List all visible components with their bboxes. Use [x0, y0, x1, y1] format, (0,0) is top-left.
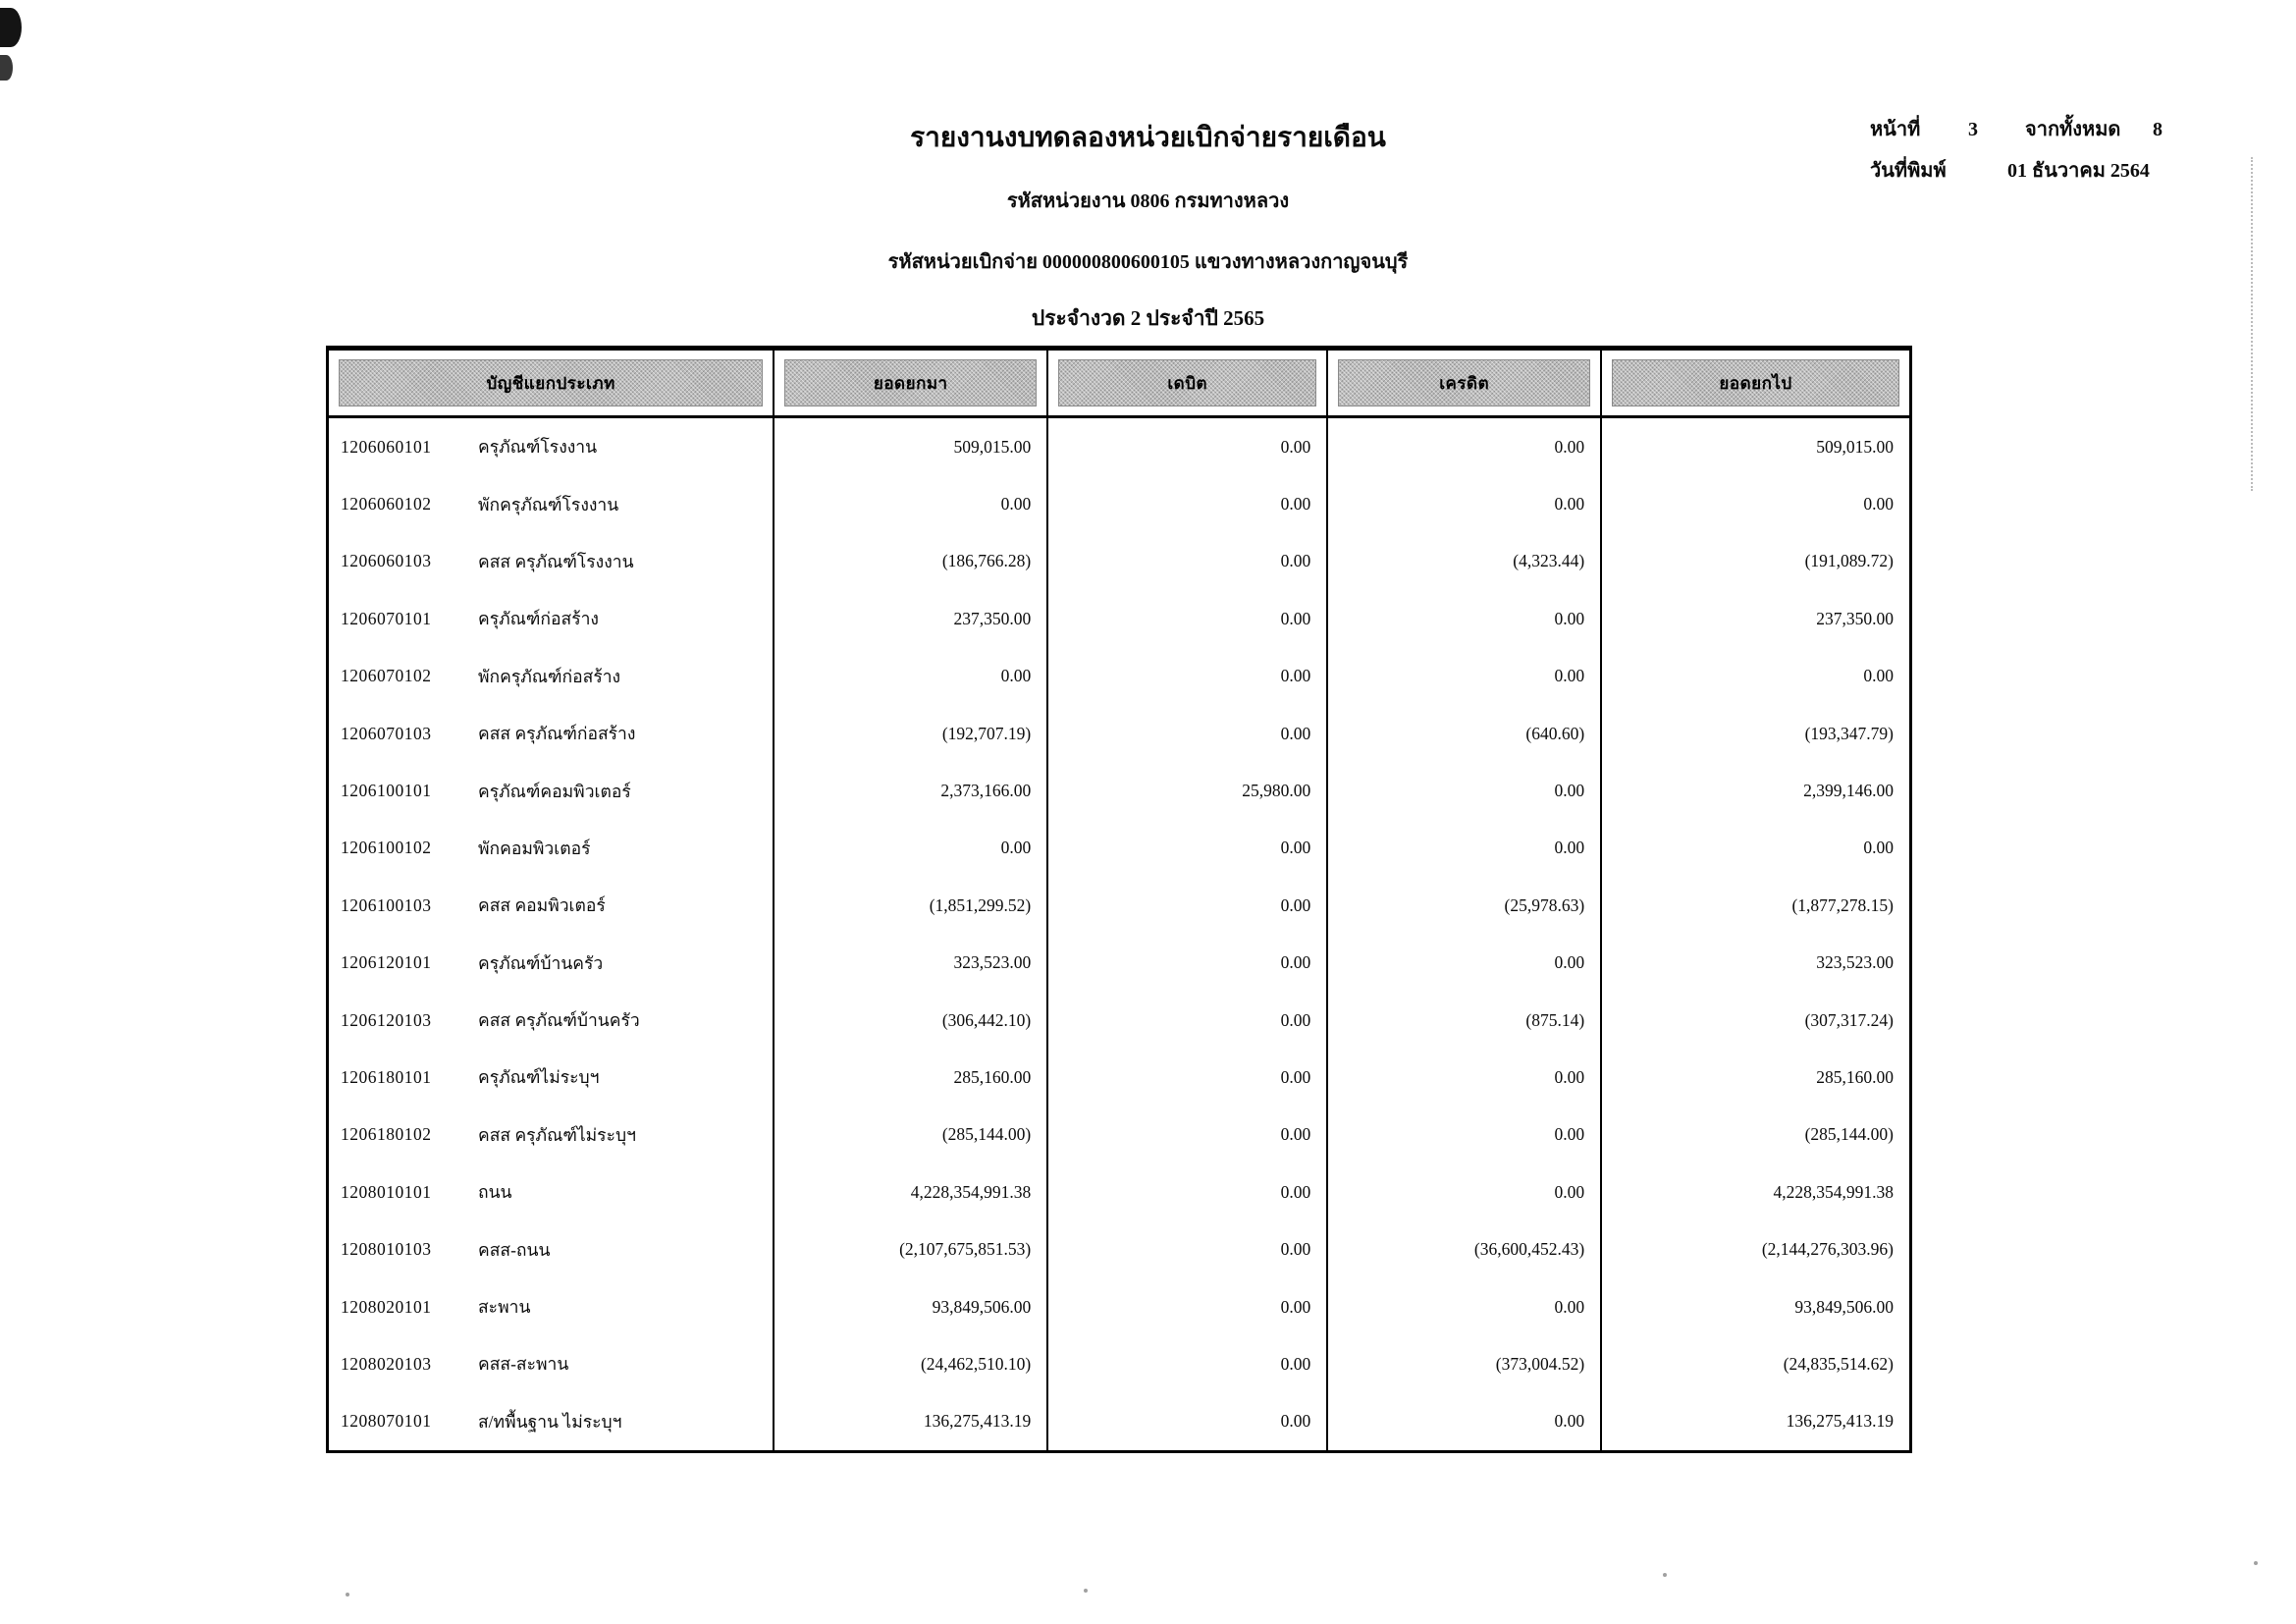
- credit-amount: 0.00: [1328, 1393, 1602, 1450]
- account-code: 1208020103: [341, 1353, 432, 1374]
- brought-forward-amount: 237,350.00: [774, 590, 1048, 647]
- brought-forward-amount: 0.00: [774, 475, 1048, 532]
- credit-amount: 0.00: [1328, 418, 1602, 475]
- account-name: คสส-สะพาน: [478, 1354, 569, 1375]
- debit-amount: 0.00: [1048, 475, 1328, 532]
- table-row: [329, 705, 1909, 762]
- table-row: [329, 533, 1909, 590]
- table-row: [329, 1393, 1909, 1450]
- credit-amount: (36,600,452.43): [1328, 1220, 1602, 1277]
- brought-forward-amount: 323,523.00: [774, 935, 1048, 992]
- brought-forward-amount: (285,144.00): [774, 1107, 1048, 1164]
- account-cell: [329, 1164, 774, 1220]
- account-cell: [329, 820, 774, 877]
- debit-amount: 0.00: [1048, 992, 1328, 1049]
- account-code: 1206060102: [341, 494, 432, 514]
- agency-code-line: รหัสหน่วยงาน 0806 กรมทางหลวง: [1006, 190, 1290, 212]
- account-name: ครุภัณฑ์โรงงาน: [478, 437, 598, 458]
- account-cell: [329, 648, 774, 705]
- account-name: คสส ครุภัณฑ์โรงงาน: [478, 551, 634, 571]
- disbursement-code-line: รหัสหน่วยเบิกจ่าย 000000800600105 แขวงทางหลวงกาญจนบุรี: [887, 251, 1409, 273]
- account-cell: [329, 935, 774, 992]
- brought-forward-amount: (2,107,675,851.53): [774, 1220, 1048, 1277]
- account-name: ครุภัณฑ์คอมพิวเตอร์: [478, 781, 631, 801]
- credit-amount: (875.14): [1328, 992, 1602, 1049]
- account-name: คสส-ถนน: [478, 1239, 551, 1260]
- carried-forward-amount: (1,877,278.15): [1791, 894, 1894, 915]
- brought-forward-amount: 509,015.00: [774, 418, 1048, 475]
- brought-forward-amount: 2,373,166.00: [774, 762, 1048, 819]
- account-code: 1206060101: [341, 436, 432, 457]
- account-code: 1206070101: [341, 608, 432, 628]
- brought-forward-amount: (186,766.28): [774, 533, 1048, 590]
- account-cell: [329, 1335, 774, 1392]
- table-header-row: [329, 351, 1909, 418]
- brought-forward-amount: (192,707.19): [774, 705, 1048, 762]
- table-row: [329, 1049, 1909, 1106]
- scan-artifact: [0, 8, 22, 47]
- debit-amount: 0.00: [1048, 1049, 1328, 1106]
- carried-forward-amount: 0.00: [1863, 494, 1894, 514]
- debit-amount: 0.00: [1048, 877, 1328, 934]
- debit-amount: 0.00: [1048, 648, 1328, 705]
- credit-amount: 0.00: [1328, 1164, 1602, 1220]
- account-name: คสส คอมพิวเตอร์: [478, 895, 606, 916]
- table-row: [329, 1164, 1909, 1220]
- header-label-debit: เดบิต: [1058, 359, 1316, 406]
- account-name: สะพาน: [478, 1297, 531, 1318]
- account-cell: [329, 1107, 774, 1164]
- report-titles: [0, 116, 2296, 335]
- credit-amount: 0.00: [1328, 648, 1602, 705]
- table-row: [329, 935, 1909, 992]
- table-row: [329, 1107, 1909, 1164]
- brought-forward-amount: 285,160.00: [774, 1049, 1048, 1106]
- account-cell: [329, 877, 774, 934]
- header-cell-carried-forward: [1602, 351, 1909, 415]
- header-label-carried-forward: ยอดยกไป: [1612, 359, 1899, 406]
- debit-amount: 0.00: [1048, 590, 1328, 647]
- account-name: ถนน: [478, 1182, 512, 1203]
- account-name: คสส ครุภัณฑ์ก่อสร้าง: [478, 724, 636, 744]
- page-number: 3: [1968, 119, 1978, 140]
- carried-forward-amount: (191,089.72): [1804, 551, 1894, 571]
- account-name: คสส ครุภัณฑ์บ้านครัว: [478, 1010, 640, 1031]
- account-name: พักครุภัณฑ์ก่อสร้าง: [478, 666, 621, 686]
- debit-amount: 0.00: [1048, 935, 1328, 992]
- account-name: พักครุภัณฑ์โรงงาน: [478, 494, 619, 514]
- credit-amount: (640.60): [1328, 705, 1602, 762]
- brought-forward-amount: 136,275,413.19: [774, 1393, 1048, 1450]
- debit-amount: 0.00: [1048, 705, 1328, 762]
- brought-forward-amount: 4,228,354,991.38: [774, 1164, 1048, 1220]
- carried-forward-amount: 2,399,146.00: [1803, 781, 1894, 801]
- account-code: 1206060103: [341, 551, 432, 571]
- account-cell: [329, 762, 774, 819]
- credit-amount: 0.00: [1328, 820, 1602, 877]
- debit-amount: 0.00: [1048, 1278, 1328, 1335]
- account-code: 1208020101: [341, 1296, 432, 1317]
- period-line: ประจำงวด 2 ประจำปี 2565: [1031, 306, 1265, 330]
- table-row: [329, 475, 1909, 532]
- carried-forward-amount: (193,347.79): [1804, 723, 1894, 743]
- scan-speck: [346, 1593, 349, 1597]
- account-cell: [329, 1049, 774, 1106]
- account-cell: [329, 705, 774, 762]
- account-cell: [329, 1220, 774, 1277]
- debit-amount: 25,980.00: [1048, 762, 1328, 819]
- account-name: ส/ทพื้นฐาน ไม่ระบุฯ: [478, 1411, 622, 1432]
- debit-amount: 0.00: [1048, 1335, 1328, 1392]
- table-row: [329, 648, 1909, 705]
- brought-forward-amount: (1,851,299.52): [774, 877, 1048, 934]
- table-row: [329, 1335, 1909, 1392]
- carried-forward-amount: 285,160.00: [1816, 1066, 1894, 1087]
- account-code: 1206070102: [341, 666, 432, 686]
- table-body: [329, 418, 1909, 1450]
- debit-amount: 0.00: [1048, 1107, 1328, 1164]
- scan-speck: [1663, 1573, 1667, 1577]
- debit-amount: 0.00: [1048, 1220, 1328, 1277]
- header-cell-account: [329, 351, 774, 415]
- total-pages: 8: [2153, 119, 2163, 140]
- brought-forward-amount: 0.00: [774, 648, 1048, 705]
- account-code: 1206120101: [341, 952, 432, 973]
- table-row: [329, 762, 1909, 819]
- brought-forward-amount: 93,849,506.00: [774, 1278, 1048, 1335]
- credit-amount: 0.00: [1328, 475, 1602, 532]
- account-code: 1206180101: [341, 1066, 432, 1087]
- carried-forward-amount: (24,835,514.62): [1783, 1353, 1894, 1374]
- header-cell-debit: [1048, 351, 1328, 415]
- scan-artifact: [0, 55, 13, 81]
- account-code: 1208010101: [341, 1181, 432, 1202]
- account-cell: [329, 590, 774, 647]
- account-name: ครุภัณฑ์ไม่ระบุฯ: [478, 1067, 600, 1088]
- brought-forward-amount: (306,442.10): [774, 992, 1048, 1049]
- account-name: คสส ครุภัณฑ์ไม่ระบุฯ: [478, 1124, 636, 1145]
- table-row: [329, 590, 1909, 647]
- account-name: ครุภัณฑ์ก่อสร้าง: [478, 609, 599, 629]
- credit-amount: (4,323.44): [1328, 533, 1602, 590]
- account-cell: [329, 992, 774, 1049]
- account-cell: [329, 1393, 774, 1450]
- table-row: [329, 1220, 1909, 1277]
- header-label-account: บัญชีแยกประเภท: [339, 359, 763, 406]
- credit-amount: 0.00: [1328, 1107, 1602, 1164]
- account-name: พักคอมพิวเตอร์: [478, 838, 591, 858]
- page-label: หน้าที่: [1870, 119, 1921, 140]
- header-label-brought-forward: ยอดยกมา: [784, 359, 1037, 406]
- debit-amount: 0.00: [1048, 1393, 1328, 1450]
- table-row: [329, 1278, 1909, 1335]
- account-code: 1206070103: [341, 723, 432, 743]
- debit-amount: 0.00: [1048, 1164, 1328, 1220]
- credit-amount: 0.00: [1328, 1278, 1602, 1335]
- carried-forward-amount: (285,144.00): [1804, 1124, 1894, 1145]
- credit-amount: 0.00: [1328, 762, 1602, 819]
- carried-forward-amount: (2,144,276,303.96): [1761, 1239, 1894, 1260]
- print-date-label: วันที่พิมพ์: [1870, 160, 1947, 182]
- account-name: ครุภัณฑ์บ้านครัว: [478, 952, 604, 973]
- report-title: รายงานงบทดลองหน่วยเบิกจ่ายรายเดือน: [910, 123, 1386, 153]
- account-code: 1206100102: [341, 838, 432, 858]
- carried-forward-amount: 136,275,413.19: [1786, 1411, 1894, 1432]
- table-row: [329, 992, 1909, 1049]
- scan-speck: [2254, 1561, 2258, 1565]
- account-code: 1206100103: [341, 894, 432, 915]
- carried-forward-amount: 0.00: [1863, 838, 1894, 858]
- account-code: 1206120103: [341, 1009, 432, 1030]
- credit-amount: (25,978.63): [1328, 877, 1602, 934]
- carried-forward-amount: 323,523.00: [1816, 952, 1894, 973]
- debit-amount: 0.00: [1048, 418, 1328, 475]
- account-code: 1206180102: [341, 1124, 432, 1145]
- brought-forward-amount: 0.00: [774, 820, 1048, 877]
- account-cell: [329, 418, 774, 475]
- carried-forward-amount: 509,015.00: [1816, 436, 1894, 457]
- account-code: 1208010103: [341, 1239, 432, 1260]
- table-row: [329, 820, 1909, 877]
- total-pages-label: จากทั้งหมด: [2025, 119, 2121, 140]
- account-cell: [329, 1278, 774, 1335]
- account-cell: [329, 533, 774, 590]
- account-cell: [329, 475, 774, 532]
- header-cell-credit: [1328, 351, 1602, 415]
- carried-forward-amount: 0.00: [1863, 666, 1894, 686]
- carried-forward-amount: 4,228,354,991.38: [1773, 1181, 1894, 1202]
- table-row: [329, 877, 1909, 934]
- account-code: 1206100101: [341, 781, 432, 801]
- debit-amount: 0.00: [1048, 820, 1328, 877]
- brought-forward-amount: (24,462,510.10): [774, 1335, 1048, 1392]
- header-label-credit: เครดิต: [1338, 359, 1590, 406]
- credit-amount: (373,004.52): [1328, 1335, 1602, 1392]
- carried-forward-amount: (307,317.24): [1804, 1009, 1894, 1030]
- header-cell-brought-forward: [774, 351, 1048, 415]
- credit-amount: 0.00: [1328, 1049, 1602, 1106]
- print-date: 01 ธันวาคม 2564: [2007, 160, 2150, 182]
- credit-amount: 0.00: [1328, 590, 1602, 647]
- carried-forward-amount: 93,849,506.00: [1794, 1296, 1894, 1317]
- carried-forward-amount: 237,350.00: [1816, 608, 1894, 628]
- scan-speck: [1084, 1589, 1088, 1593]
- trial-balance-table: [326, 346, 1912, 1453]
- table-row: [329, 418, 1909, 475]
- debit-amount: 0.00: [1048, 533, 1328, 590]
- account-code: 1208070101: [341, 1411, 432, 1432]
- credit-amount: 0.00: [1328, 935, 1602, 992]
